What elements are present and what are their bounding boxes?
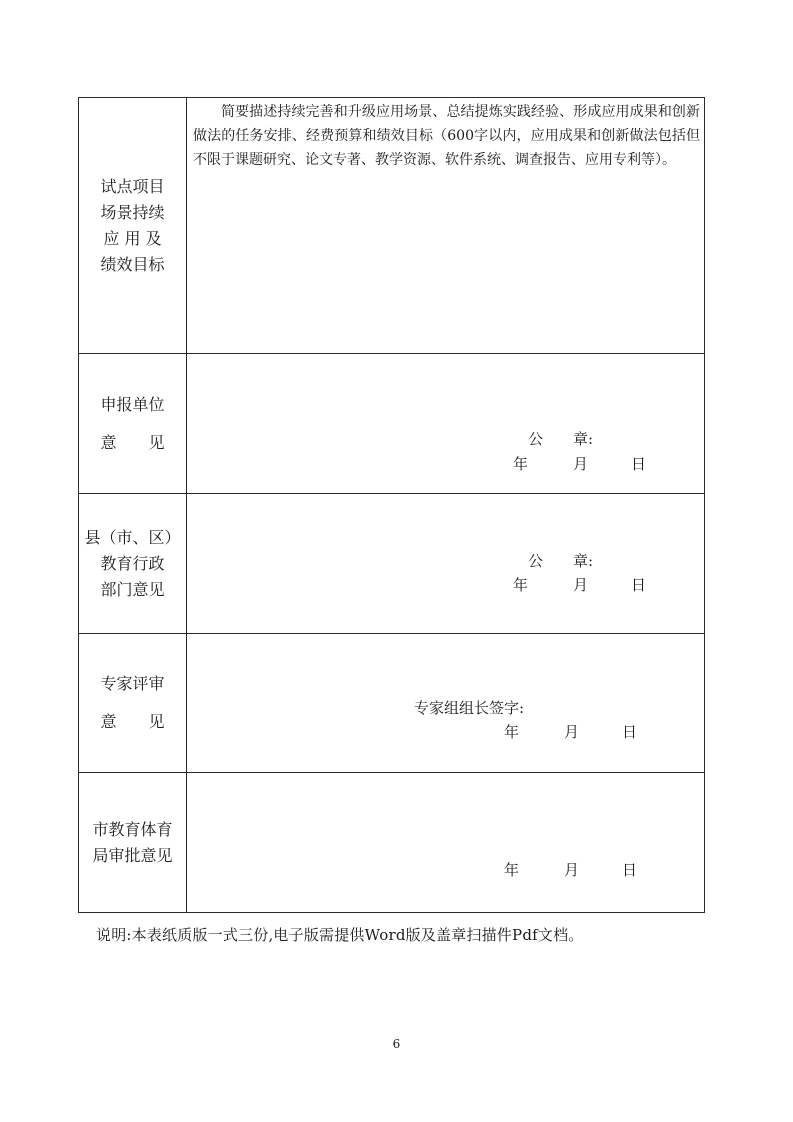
day-label: 日 <box>622 723 638 741</box>
seal-label: 公 章: <box>528 552 594 570</box>
label-line: 绩效目标 <box>100 254 165 274</box>
label-line: 教育行政 <box>100 553 165 573</box>
content-expert-opinion[interactable] <box>187 634 705 773</box>
year-label: 年 <box>513 455 529 473</box>
label-line: 申报单位 <box>100 394 165 414</box>
content-bureau-approval[interactable] <box>187 773 705 913</box>
day-label: 日 <box>631 455 647 473</box>
expert-signature-label: 专家组组长签字: <box>414 699 525 717</box>
content-county-opinion[interactable] <box>187 494 705 634</box>
day-label: 日 <box>631 576 647 594</box>
label-line: 市教育体育 <box>92 819 173 839</box>
label-line: 县（市、区） <box>84 527 181 547</box>
label-performance-targets <box>79 98 187 354</box>
day-label: 日 <box>622 861 638 879</box>
date-line <box>513 453 646 474</box>
date-line <box>504 859 637 880</box>
label-line: 场景持续 <box>100 202 165 222</box>
month-label: 月 <box>564 861 580 879</box>
label-line: 部门意见 <box>100 579 165 599</box>
label-bureau-approval <box>79 773 187 913</box>
date-line <box>513 574 646 595</box>
date-line <box>504 721 637 742</box>
label-line: 意 见 <box>100 712 165 731</box>
year-label: 年 <box>504 723 520 741</box>
label-line: 局审批意见 <box>92 845 173 865</box>
row-applicant-opinion <box>79 354 705 494</box>
label-county-opinion <box>79 494 187 634</box>
approval-form-table <box>78 97 705 913</box>
instruction-text: 简要描述持续完善和升级应用场景、总结提炼实践经验、形成应用成果和创新做法的任务安排、经费预算和绩效目标（600字以内，应用成果和创新做法包括但不限于课题研究、论文专著、教学资源、软件系统、调查报告、应用专利等）。 <box>193 104 700 168</box>
label-expert-opinion <box>79 634 187 773</box>
seal-label: 公 章: <box>528 430 594 448</box>
label-line: 专家评审 <box>100 674 165 693</box>
label-line: 试点项目 <box>100 176 165 196</box>
form-note: 说明:本表纸质版一式三份,电子版需提供Word版及盖章扫描件Pdf文档。 <box>96 926 584 944</box>
year-label: 年 <box>513 576 529 594</box>
year-label: 年 <box>504 861 520 879</box>
row-performance-targets <box>79 98 705 354</box>
label-line: 意 见 <box>100 432 165 452</box>
month-label: 月 <box>573 455 589 473</box>
label-applicant-opinion <box>79 354 187 494</box>
content-performance-targets[interactable] <box>187 98 705 354</box>
label-line: 应 用 及 <box>103 228 162 248</box>
row-county-opinion <box>79 494 705 634</box>
month-label: 月 <box>564 723 580 741</box>
page-number: 6 <box>392 1037 401 1051</box>
row-expert-opinion <box>79 634 705 773</box>
content-applicant-opinion[interactable] <box>187 354 705 494</box>
month-label: 月 <box>573 576 589 594</box>
row-bureau-approval <box>79 773 705 913</box>
